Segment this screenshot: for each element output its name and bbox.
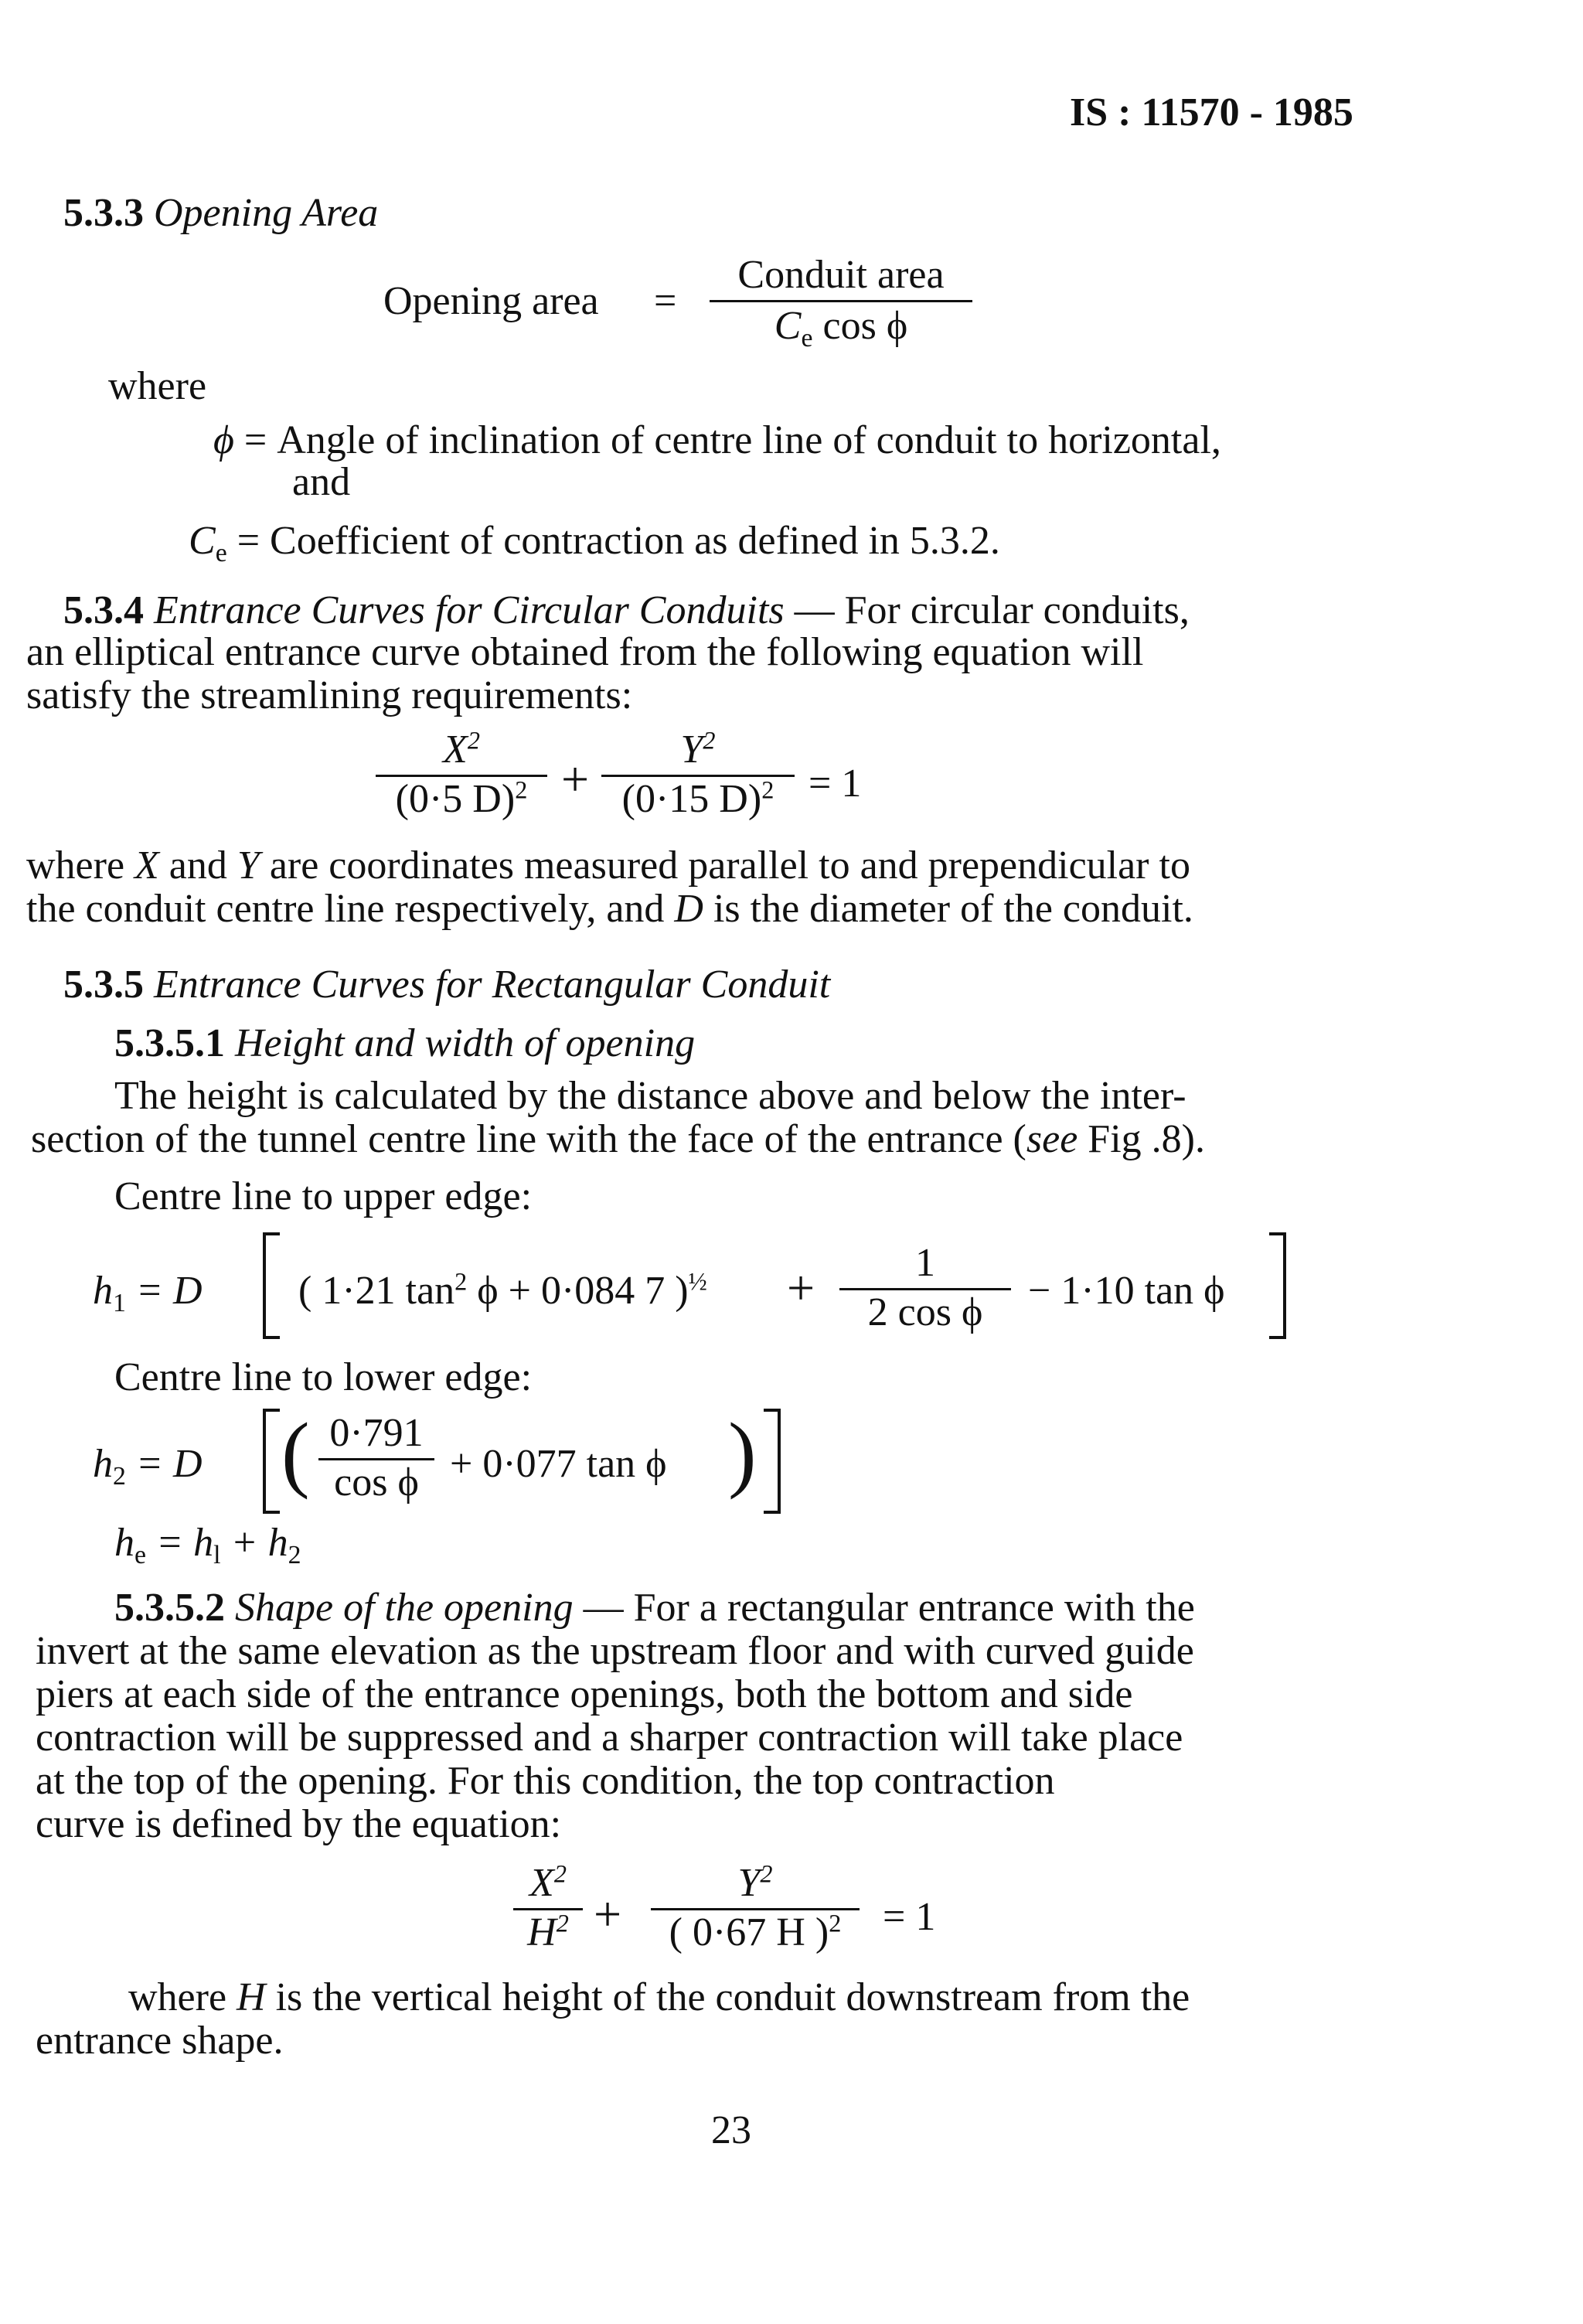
upper-edge-label: Centre line to upper edge: [114,1174,533,1218]
section-title: Entrance Curves for Rectangular Conduit [154,963,831,1007]
x-over-h-fraction: $X^2$ $H^2$ [513,1862,583,1958]
section-heading-5-3-3 [63,192,378,235]
h1-fraction: 1 2 cos ϕ [839,1242,1011,1337]
plus-sign: + [594,1886,622,1941]
phi-definition: ϕ = Angle of inclination of centre line of conduit to horizontal, [213,418,1221,462]
section-heading-5-3-4: 5.3.4 Entrance Curves for Circular Conduits — For circular conduits, [63,588,1190,632]
left-paren: ( [281,1406,310,1500]
phi-definition-and: and [292,460,351,504]
opening-area-fraction [710,253,972,353]
fraction-bar [710,300,972,302]
section-title: Opening Area [154,191,379,235]
paragraph-line: section of the tunnel centre line with the face of the entrance (see Fig .8). [31,1117,1205,1161]
paragraph-line: curve is defined by the equation: [36,1802,562,1846]
paragraph-line: entrance shape. [36,2019,284,2063]
subsection-title: Height and width of opening [235,1021,696,1065]
paragraph-line: piers at each side of the entrance openings, both the bottom and side [36,1672,1133,1716]
plus-sign: + [561,751,590,806]
paragraph-text: For a rectangular entrance with the [633,1586,1195,1630]
y-over-h-fraction: $Y^2$ ( 0·67 H )$^2$ [651,1862,860,1958]
where-label: where [108,364,207,408]
subsection-heading-5-3-5-2: 5.3.5.2 Shape of the opening — For a rectangular entrance with the [114,1586,1195,1630]
section-number: 5.3.5 [63,963,144,1007]
paragraph-line: where X and Y are coordinates measured parallel to and prependicular to [26,843,1190,888]
page-number: 23 [711,2108,751,2152]
paragraph-line: satisfy the streamlining requirements: [26,673,633,717]
left-bracket [263,1409,280,1514]
subsection-number: 5.3.5.1 [114,1021,225,1065]
paragraph-line: contraction will be suppressed and a sharper contraction will take place [36,1716,1183,1760]
right-paren: ) [728,1406,757,1500]
right-bracket [764,1409,781,1514]
equals-one: = 1 [809,762,862,806]
h2-lhs: $h_2 = D$ [93,1442,203,1491]
plus-sign: + [787,1260,815,1315]
fraction-denominator: $C_e$ cos ϕ [774,304,908,353]
section-title: Entrance Curves for Circular Conduits [154,588,785,632]
h2-fraction: 0·791 cos ϕ [318,1412,434,1508]
subsection-title: Shape of the opening [235,1586,574,1630]
ce-definition: $C_e$ = Coefficient of contraction as defined in 5.3.2. [189,519,1000,568]
h1-term: − 1·10 tan ϕ [1028,1269,1225,1313]
he-equation: $h_e = h_l + h_2$ [114,1521,301,1570]
y-fraction: $Y^2$ (0·15 D)$^2$ [601,728,795,824]
paragraph-line: at the top of the opening. For this condition, the top contraction [36,1759,1055,1803]
lower-edge-label: Centre line to lower edge: [114,1355,533,1399]
paragraph-line: where H is the vertical height of the conduit downstream from the [128,1975,1190,2019]
paragraph-line: the conduit centre line respectively, and D is the diameter of the conduit. [26,887,1193,931]
subsection-number: 5.3.5.2 [114,1586,225,1630]
paragraph-line: invert at the same elevation as the upstream floor and with curved guide [36,1629,1194,1673]
paragraph-line: an elliptical entrance curve obtained from the following equation will [26,630,1144,674]
section-heading-5-3-5 [63,963,830,1007]
equals-sign: = [654,279,677,323]
opening-area-lhs: Opening area [383,279,599,323]
x-fraction: $X^2$ (0·5 D)$^2$ [376,728,547,824]
paragraph-line: The height is calculated by the distance above and below the inter- [114,1074,1186,1118]
right-bracket [1269,1232,1286,1339]
header-standard: IS : 11570 - 1985 [1070,90,1353,135]
h2-term: + 0·077 tan ϕ [450,1442,667,1486]
left-bracket [263,1232,280,1339]
equals-one: = 1 [883,1895,936,1939]
section-number: 5.3.4 [63,588,144,632]
paragraph-text: For circular conduits, [844,588,1190,632]
subsection-heading-5-3-5-1 [114,1022,695,1065]
section-number: 5.3.3 [63,191,144,235]
h1-term: ( 1·21 $\tan^2 \phi + 0\cdot 084$ 7 )$^{\frac{1}{2}}$ [298,1267,707,1313]
h1-lhs: $h_1 = D$ [93,1269,203,1318]
fraction-numerator: Conduit area [737,253,945,297]
